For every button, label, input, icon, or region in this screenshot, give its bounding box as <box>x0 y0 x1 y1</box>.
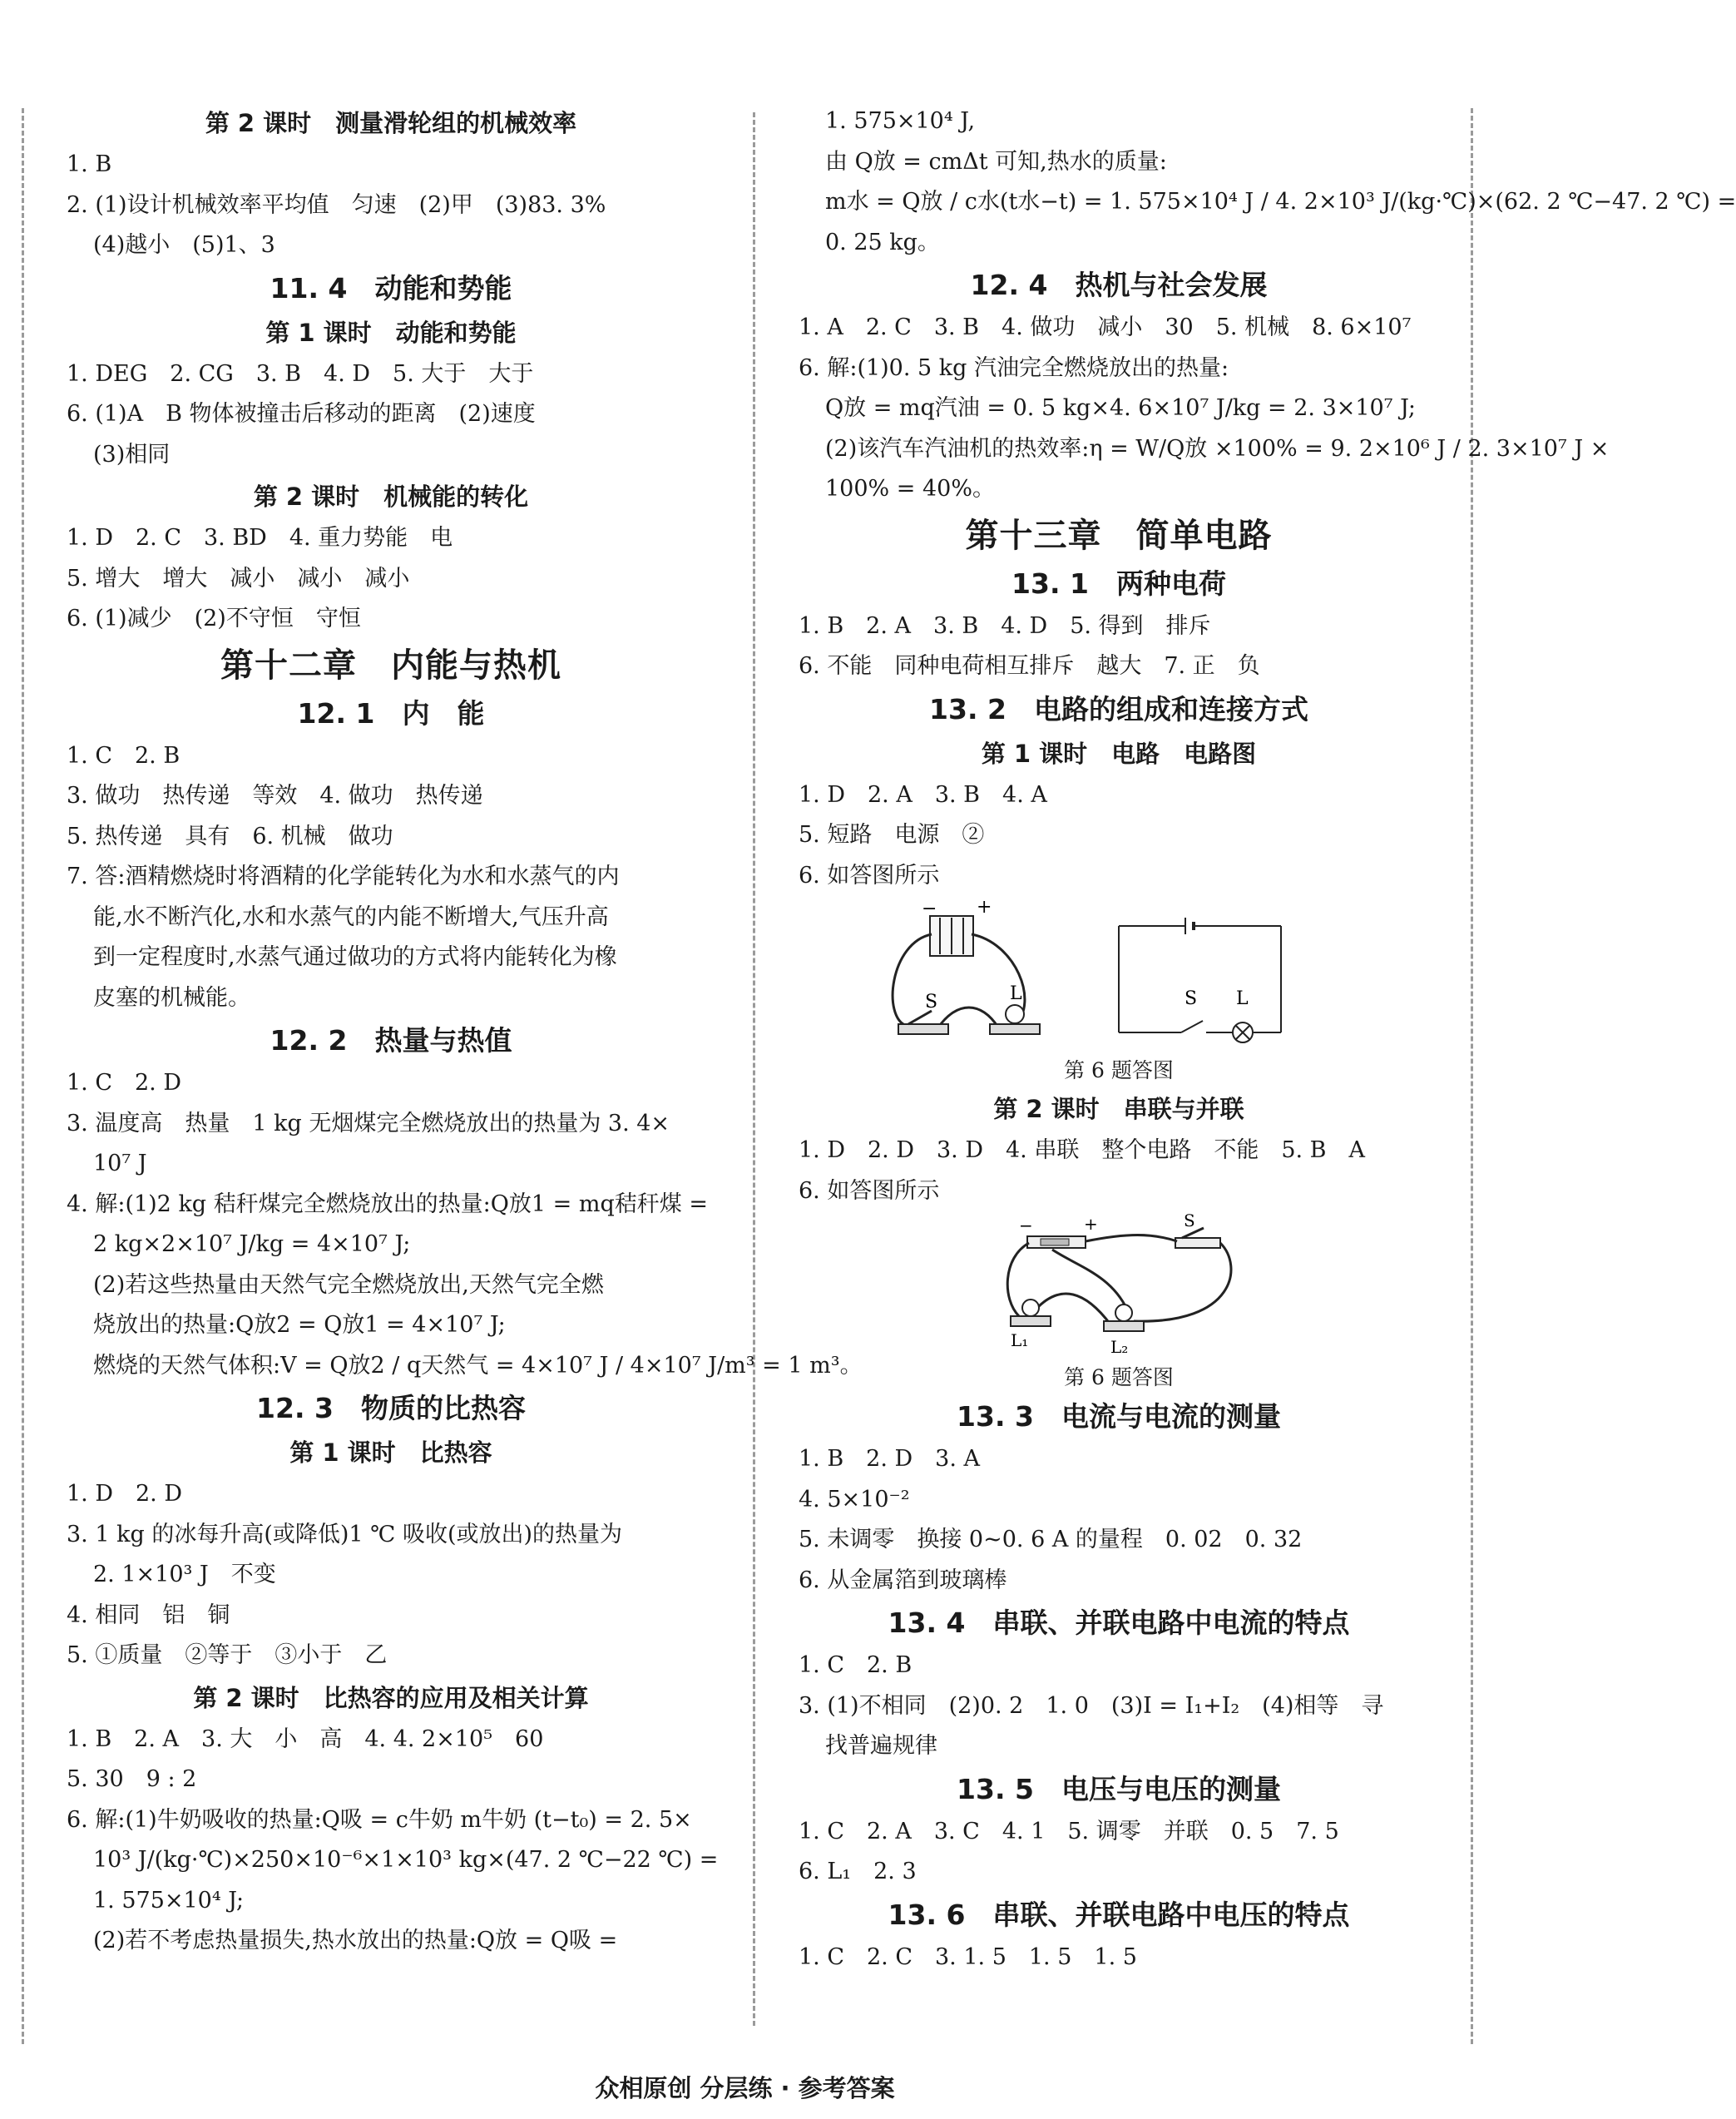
answer-figure-6-circuit <box>799 897 1439 1051</box>
answer-line-continued: 能,水不断汽化,水和水蒸气的内能不断增大,气压升高 <box>93 904 609 930</box>
switch-label: S <box>925 992 938 1012</box>
answer-line-continued: 100% = 40%。 <box>825 476 995 502</box>
answer-line: 4. 解:(1)2 kg 秸秆煤完全燃烧放出的热量:Q放1 = mq秸秆煤 = <box>67 1191 708 1217</box>
lesson-heading: 第 2 课时 测量滑轮组的机械效率 <box>205 109 577 137</box>
answer-line: 6. 解:(1)0. 5 kg 汽油完全燃烧放出的热量: <box>799 354 1229 381</box>
answer-line: 1. B 2. A 3. B 4. D 5. 得到 排斥 <box>799 612 1211 639</box>
answer-line-continued: 1. 575×10⁴ J, <box>825 108 976 134</box>
answer-line-continued: (2)若这些热量由天然气完全燃烧放出,天然气完全燃 <box>93 1271 604 1298</box>
bulb-l2-label: L₂ <box>1110 1337 1129 1357</box>
lesson-heading: 第 2 课时 比热容的应用及相关计算 <box>193 1683 589 1712</box>
lesson-heading: 第 1 课时 动能和势能 <box>265 318 517 347</box>
section-heading: 12. 4 热机与社会发展 <box>970 269 1268 301</box>
right-dashed-border <box>1471 108 1473 2044</box>
lesson-heading: 第 2 课时 串联与并联 <box>993 1095 1244 1123</box>
answer-line-continued: 10³ J/(kg·℃)×250×10⁻⁶×1×10³ kg×(47. 2 ℃−22 ℃) = <box>93 1847 719 1873</box>
section-heading: 13. 2 电路的组成和连接方式 <box>929 692 1308 725</box>
answer-line: 5. 增大 增大 减小 减小 减小 <box>67 565 410 592</box>
answer-line: 4. 5×10⁻² <box>799 1486 910 1513</box>
answer-line: 7. 答:酒精燃烧时将酒精的化学能转化为水和水蒸气的内 <box>67 864 620 889</box>
battery-plus-label: + <box>1084 1214 1098 1234</box>
section-heading: 12. 3 物质的比热容 <box>256 1392 526 1424</box>
answer-line: 1. C 2. B <box>799 1652 913 1678</box>
answer-line-continued: (2)若不考虑热量损失,热水放出的热量:Q放 = Q吸 = <box>93 1928 618 1953</box>
section-heading: 12. 2 热量与热值 <box>270 1024 512 1057</box>
answer-line: 1. C 2. D <box>67 1070 181 1096</box>
lesson-heading: 第 1 课时 比热容 <box>289 1438 492 1467</box>
schematic-switch-label: S <box>1185 988 1198 1009</box>
battery-icon <box>1027 1236 1086 1248</box>
answer-line: 5. 30 9 : 2 <box>67 1766 197 1792</box>
answer-line-continued: 1. 575×10⁴ J; <box>93 1887 245 1914</box>
answer-line: 3. 温度高 热量 1 kg 无烟煤完全燃烧放出的热量为 3. 4× <box>67 1110 670 1136</box>
switch-icon <box>1175 1228 1220 1248</box>
answer-line: 1. D 2. D <box>67 1481 182 1507</box>
chapter-heading: 第十二章 内能与热机 <box>220 646 561 685</box>
answer-line-continued: 10⁷ J <box>93 1151 147 1176</box>
answer-line: 2. (1)设计机械效率平均值 匀速 (2)甲 (3)83. 3% <box>67 191 606 218</box>
section-heading: 13. 3 电流与电流的测量 <box>957 1400 1281 1433</box>
lesson-heading: 第 2 课时 机械能的转化 <box>253 483 529 511</box>
answer-line: 1. DEG 2. CG 3. B 4. D 5. 大于 大于 <box>67 360 534 387</box>
answer-line: 1. C 2. A 3. C 4. 1 5. 调零 并联 0. 5 7. 5 <box>799 1818 1339 1844</box>
answer-line-continued: 由 Q放 = cmΔt 可知,热水的质量: <box>825 148 1167 175</box>
answer-line-continued: (4)越小 (5)1、3 <box>93 232 275 258</box>
schematic-lamp-label: L <box>1236 988 1249 1009</box>
switch-symbol <box>1181 1021 1203 1032</box>
bulb-label: L <box>1010 983 1022 1004</box>
answer-line-continued: 2 kg×2×10⁷ J/kg = 4×10⁷ J; <box>93 1231 411 1257</box>
answer-line-continued: 皮塞的机械能。 <box>93 984 250 1011</box>
bulb-l2-icon <box>1104 1305 1144 1331</box>
answer-line: 5. 短路 电源 ② <box>799 822 985 848</box>
answer-line: 3. 1 kg 的冰每升高(或降低)1 ℃ 吸收(或放出)的热量为 <box>67 1521 623 1547</box>
battery-pack-icon <box>930 916 973 956</box>
wire <box>1134 1243 1231 1321</box>
answer-line-continued: (3)相同 <box>93 441 171 468</box>
answer-line-continued: 到一定程度时,水蒸气通过做功的方式将内能转化为橡 <box>93 944 617 970</box>
section-heading: 13. 6 串联、并联电路中电压的特点 <box>888 1898 1350 1931</box>
answer-line-continued: (2)该汽车汽油机的热效率:η = W/Q放 ×100% = 9. 2×10⁶ J / 2. 3×10⁷ J × <box>825 435 1610 462</box>
answer-line: 6. 如答图所示 <box>799 862 940 889</box>
answer-line: 1. A 2. C 3. B 4. 做功 减小 30 5. 机械 8. 6×10⁷ <box>799 314 1412 340</box>
answer-line: 6. 从金属箔到玻璃棒 <box>799 1567 1007 1593</box>
answer-line: 6. (1)减少 (2)不守恒 守恒 <box>67 606 361 631</box>
answer-line: 3. 做功 热传递 等效 4. 做功 热传递 <box>67 783 483 809</box>
answer-line-continued: Q放 = mq汽油 = 0. 5 kg×4. 6×10⁷ J/kg = 2. 3×10⁷ J; <box>825 395 1416 421</box>
figure-caption: 第 6 题答图 <box>1064 1365 1174 1389</box>
section-heading: 11. 4 动能和势能 <box>270 271 512 304</box>
section-heading: 13. 4 串联、并联电路中电流的特点 <box>888 1607 1350 1639</box>
answer-line: 6. L₁ 2. 3 <box>799 1859 917 1884</box>
section-heading: 13. 1 两种电荷 <box>1011 567 1226 600</box>
answer-line: 5. 未调零 换接 0~0. 6 A 的量程 0. 02 0. 32 <box>799 1527 1303 1552</box>
answer-line-continued: 燃烧的天然气体积:V = Q放2 / q天然气 = 4×10⁷ J / 4×10⁷ J/m³ = 1 m³。 <box>93 1352 863 1379</box>
answer-line: 1. B 2. D 3. A <box>799 1446 981 1472</box>
answer-line: 6. 不能 同种电荷相互排斥 越大 7. 正 负 <box>799 653 1260 679</box>
lesson-heading: 第 1 课时 电路 电路图 <box>981 739 1257 768</box>
chapter-heading: 第十三章 简单电路 <box>965 516 1273 555</box>
battery-minus-label: − <box>1019 1215 1033 1235</box>
switch-label: S <box>1184 1211 1195 1230</box>
answer-line: 3. (1)不相同 (2)0. 2 1. 0 (3)I = I₁+I₂ (4)相等 寻 <box>799 1692 1384 1719</box>
circuit-figure-2 <box>986 1211 1252 1358</box>
answer-line: 1. D 2. A 3. B 4. A <box>799 781 1047 808</box>
answer-line: 6. (1)A B 物体被撞击后移动的距离 (2)速度 <box>67 401 536 427</box>
section-heading: 12. 1 内 能 <box>297 696 485 730</box>
wire <box>1086 1235 1177 1242</box>
column-divider <box>753 112 755 2026</box>
answer-line: 5. ①质量 ②等于 ③小于 乙 <box>67 1642 388 1668</box>
answer-line: 1. D 2. D 3. D 4. 串联 整个电路 不能 5. B A <box>799 1137 1365 1163</box>
page-footer: 众相原创 分层练 · 参考答案 <box>595 2074 895 2102</box>
battery-plus-label: + <box>977 897 992 918</box>
answer-line-continued: 烧放出的热量:Q放2 = Q放1 = 4×10⁷ J; <box>93 1312 506 1338</box>
answer-line: 1. B 2. A 3. 大 小 高 4. 4. 2×10⁵ 60 <box>67 1725 544 1752</box>
answer-line: 1. C 2. C 3. 1. 5 1. 5 1. 5 <box>799 1943 1137 1970</box>
bulb-l1-label: L₁ <box>1011 1330 1029 1350</box>
section-heading: 13. 5 电压与电压的测量 <box>957 1772 1281 1805</box>
answer-line: 6. 解:(1)牛奶吸收的热量:Q吸 = c牛奶 m牛奶 (t−t₀) = 2. 5× <box>67 1806 692 1833</box>
bulb-icon <box>990 1005 1040 1034</box>
answer-line: 6. 如答图所示 <box>799 1177 940 1204</box>
battery-minus-label: − <box>922 899 937 919</box>
answer-line-continued: 找普遍规律 <box>825 1733 937 1759</box>
circuit-figure-1 <box>873 897 1364 1051</box>
left-dashed-border <box>22 108 24 2044</box>
wire <box>1052 1250 1127 1310</box>
answer-line: 1. B <box>67 151 112 177</box>
answer-line-continued: 0. 25 kg。 <box>825 229 940 255</box>
answer-line: 5. 热传递 具有 6. 机械 做功 <box>67 823 393 849</box>
answer-figure-6-series-parallel <box>799 1211 1439 1358</box>
answer-line: 4. 相同 铝 铜 <box>67 1602 230 1628</box>
schematic-diagram <box>1119 918 1281 1042</box>
answer-line-continued: m水 = Q放 / c水(t水−t) = 1. 575×10⁴ J / 4. 2×10³ J/(kg·℃)×(62. 2 ℃−47. 2 ℃) = <box>825 189 1736 215</box>
answer-line-continued: 2. 1×10³ J 不变 <box>93 1562 276 1587</box>
figure-caption: 第 6 题答图 <box>1064 1058 1174 1082</box>
answer-line: 1. D 2. C 3. BD 4. 重力势能 电 <box>67 525 453 551</box>
right-column <box>799 101 1736 1978</box>
answer-line: 1. C 2. B <box>67 742 181 769</box>
